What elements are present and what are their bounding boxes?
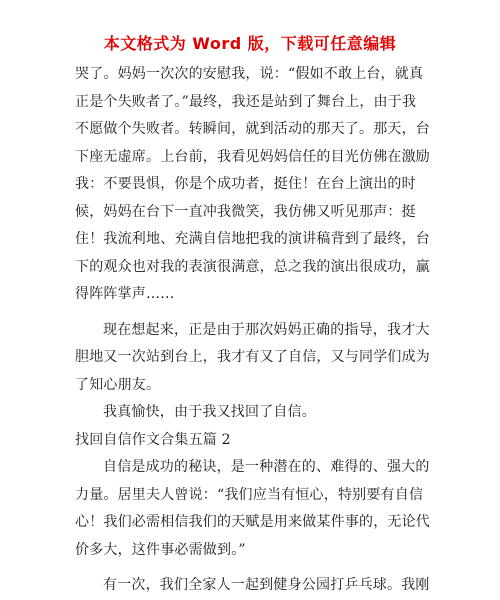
text-line: 不愿做个失败者。转瞬间，就到活动的那天了。那天，台 (75, 121, 430, 137)
text-line: 正是个失败者了。”最终，我还是站到了舞台上，由于我 (75, 93, 417, 110)
text-line: 住！我流利地、充满自信地把我的演讲稿背到了最终，台 (75, 231, 430, 247)
paragraph-start-line: 自信是成功的秘诀，是一种潜在的、难得的、强大的 (103, 459, 430, 475)
text-line: 候，妈妈在台下一直冲我微笑，我仿佛又听见那声：挺 (75, 203, 416, 220)
text-line: 价多大，这件事必需做到。” (75, 541, 246, 558)
document-body (75, 61, 435, 600)
editable-banner: 本文格式为 Word 版，下载可任意编辑 (103, 34, 397, 53)
text-line: 下座无虚席。上台前，我看见妈妈信任的目光仿佛在激励 (75, 148, 430, 165)
paragraph-start-line: 现在想起来，正是由于那次妈妈正确的指导，我才大 (103, 321, 430, 338)
paragraph-start-line: 我真愉快，由于我又找回了自信。 (103, 404, 316, 420)
paragraph-start-line: 有一次，我们全家人一起到健身公园打乒乓球。我刚 (103, 577, 430, 593)
text-line: 哭了。妈妈一次次的安慰我，说：“假如不敢上台，就真 (75, 66, 424, 82)
text-line: 心！我们必需相信我们的天赋是用来做某件事的，无论代 (75, 514, 430, 530)
text-line: 胆地又一次站到台上，我才有又了自信，又与同学们成为 (75, 349, 430, 365)
text-line: 下的观众也对我的表演很满意，总之我的演出很成功，赢 (75, 258, 430, 275)
section-heading: 找回自信作文合集五篇 2 (75, 431, 231, 448)
text-line: 了知心朋友。 (75, 376, 161, 393)
text-line: 力量。居里夫人曾说：“我们应当有恒心，特别要有自信 (75, 486, 424, 503)
text-line: 我：不要畏惧，你是个成功者，挺住！在台上演出的时 (75, 176, 416, 192)
text-line: 得阵阵掌声…… (75, 286, 175, 302)
